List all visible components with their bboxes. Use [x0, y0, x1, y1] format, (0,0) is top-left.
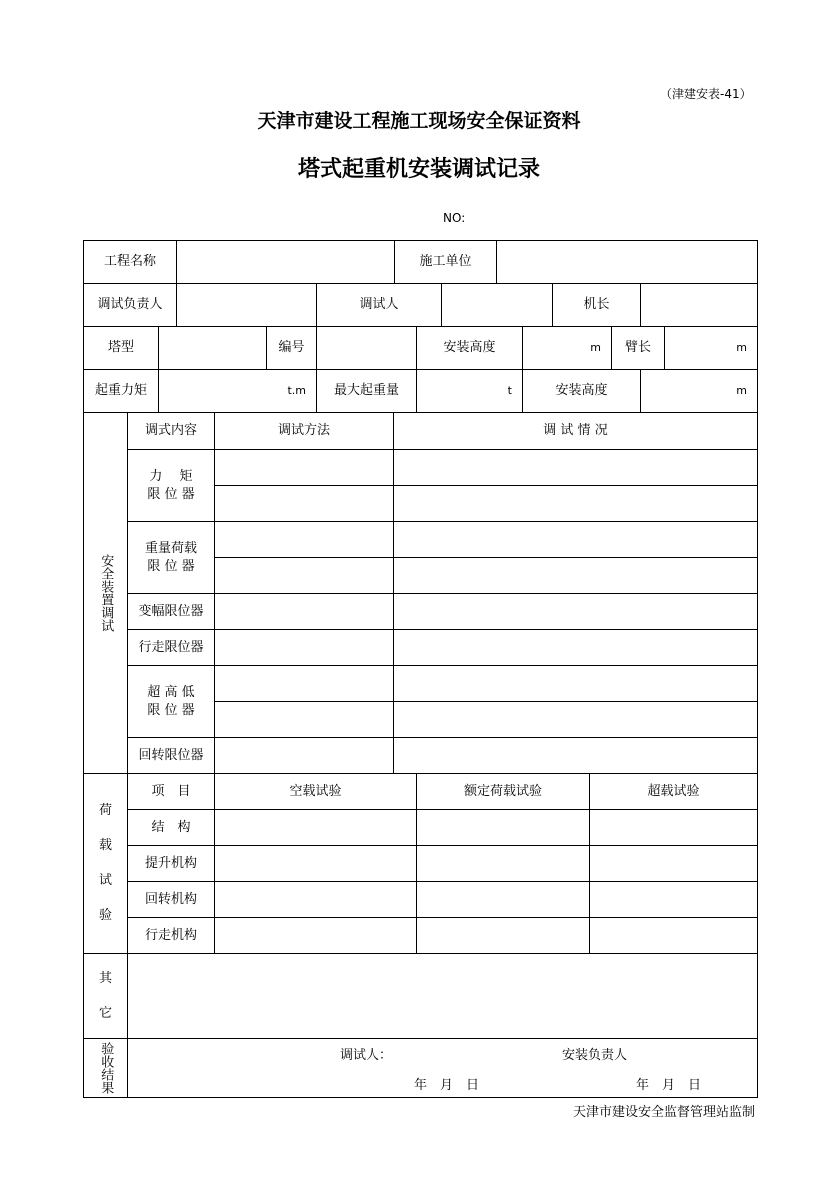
label-cell: 起重力矩 [83, 369, 159, 413]
number-label: NO: [443, 211, 466, 225]
label-cell: 安装高度 [416, 326, 523, 370]
input-cell[interactable] [589, 917, 758, 954]
document-subtitle: 塔式起重机安装调试记录 [297, 156, 540, 182]
acceptance-date-2: 年 月 日 [636, 1078, 702, 1093]
label-cell: 额定荷载试验 [416, 773, 590, 810]
input-cell[interactable] [393, 737, 758, 774]
acceptance-install-leader-label: 安装负责人 [562, 1048, 628, 1063]
input-cell[interactable] [176, 283, 317, 327]
input-cell[interactable] [441, 283, 553, 327]
load-item-label: 行走机构 [127, 917, 215, 954]
input-cell[interactable] [589, 845, 758, 882]
input-cell[interactable] [416, 809, 590, 846]
document-title: 天津市建设工程施工现场安全保证资料 [257, 110, 581, 132]
input-cell[interactable] [214, 737, 394, 774]
input-cell[interactable] [393, 521, 758, 558]
unit-input-cell[interactable]: m [664, 326, 758, 370]
input-cell[interactable] [127, 953, 758, 1039]
label-cell: 施工单位 [394, 240, 497, 284]
input-cell[interactable] [214, 485, 394, 522]
label-cell: 安装高度 [522, 369, 641, 413]
input-cell[interactable] [496, 240, 758, 284]
input-cell[interactable] [393, 557, 758, 594]
section-label: 荷 载 试 验 [83, 773, 128, 954]
input-cell[interactable] [393, 629, 758, 666]
safety-item-label: 变幅限位器 [127, 593, 215, 630]
unit-input-cell[interactable]: t.m [158, 369, 317, 413]
label-cell: 工程名称 [83, 240, 177, 284]
label-cell: 调 试 情 况 [393, 412, 758, 450]
input-cell[interactable] [393, 485, 758, 522]
safety-item-label: 回转限位器 [127, 737, 215, 774]
input-cell[interactable] [214, 593, 394, 630]
label-cell: 调试方法 [214, 412, 394, 450]
safety-item-label: 重量荷载 限 位 器 [127, 521, 215, 594]
input-cell[interactable] [176, 240, 395, 284]
unit-input-cell[interactable]: m [522, 326, 612, 370]
input-cell[interactable] [214, 629, 394, 666]
footer-issuer: 天津市建设安全监督管理站监制 [572, 1105, 755, 1120]
input-cell[interactable] [393, 701, 758, 738]
label-cell: 编号 [266, 326, 317, 370]
input-cell[interactable] [589, 881, 758, 918]
acceptance-date-1: 年 月 日 [414, 1078, 480, 1093]
label-cell: 最大起重量 [316, 369, 417, 413]
input-cell[interactable] [214, 917, 417, 954]
safety-item-label: 超 高 低 限 位 器 [127, 665, 215, 738]
label-cell: 机长 [552, 283, 641, 327]
input-cell[interactable] [214, 665, 394, 702]
label-cell: 塔型 [83, 326, 159, 370]
safety-item-label: 力 矩 限 位 器 [127, 449, 215, 522]
label-cell: 调试负责人 [83, 283, 177, 327]
label-cell: 调试人 [316, 283, 442, 327]
input-cell[interactable] [214, 557, 394, 594]
input-cell[interactable] [158, 326, 267, 370]
input-cell[interactable] [316, 326, 417, 370]
label-cell: 调式内容 [127, 412, 215, 450]
input-cell[interactable] [393, 665, 758, 702]
label-cell: 空载试验 [214, 773, 417, 810]
input-cell[interactable] [416, 845, 590, 882]
form-code: （津建安表-41） [660, 87, 752, 101]
input-cell[interactable] [393, 593, 758, 630]
input-cell[interactable] [416, 917, 590, 954]
safety-item-label: 行走限位器 [127, 629, 215, 666]
input-cell[interactable] [393, 449, 758, 486]
input-cell[interactable] [214, 845, 417, 882]
input-cell[interactable] [214, 881, 417, 918]
input-cell[interactable] [640, 283, 758, 327]
acceptance-tester-label: 调试人： [340, 1048, 393, 1063]
load-item-label: 结 构 [127, 809, 215, 846]
label-cell: 项 目 [127, 773, 215, 810]
load-item-label: 提升机构 [127, 845, 215, 882]
input-cell[interactable] [214, 521, 394, 558]
input-cell[interactable] [589, 809, 758, 846]
section-label: 安全装置调试 [83, 412, 128, 774]
label-cell: 超载试验 [589, 773, 758, 810]
input-cell[interactable] [214, 449, 394, 486]
load-item-label: 回转机构 [127, 881, 215, 918]
unit-input-cell[interactable]: m [640, 369, 758, 413]
section-label: 其 它 [83, 953, 128, 1039]
label-cell: 臂长 [611, 326, 665, 370]
input-cell[interactable] [416, 881, 590, 918]
input-cell[interactable] [214, 701, 394, 738]
section-label: 验收结果 [83, 1038, 128, 1098]
input-cell[interactable] [214, 809, 417, 846]
unit-input-cell[interactable]: t [416, 369, 523, 413]
